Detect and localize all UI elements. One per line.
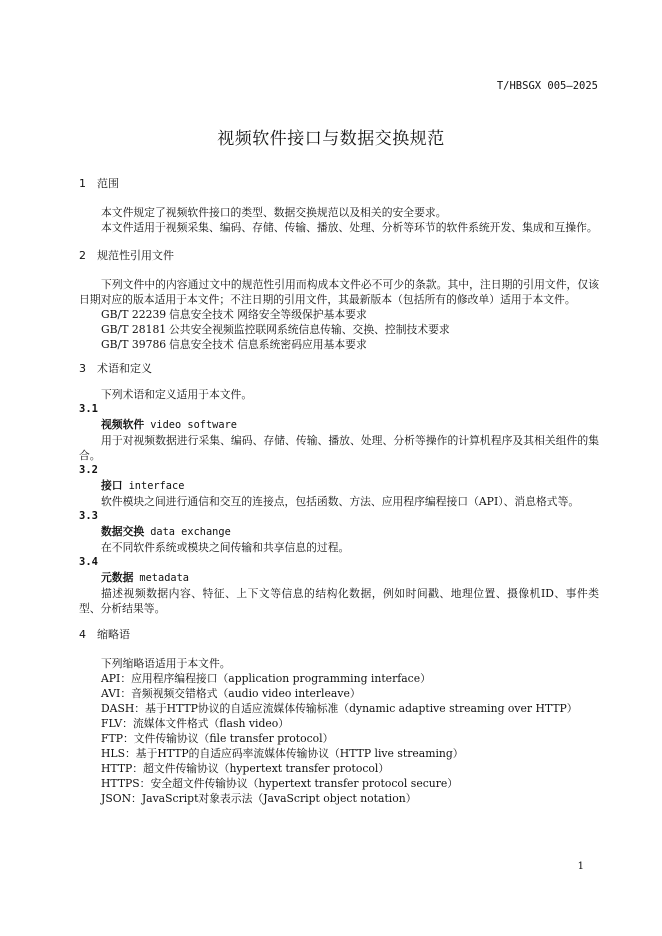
term-entry: [79, 524, 599, 540]
term-entry: [79, 570, 599, 586]
document-title: 视频软件接口与数据交换规范: [217, 129, 445, 149]
term-number: 3.2: [79, 464, 98, 476]
term-zh: 数据交换: [101, 525, 145, 538]
section-title: 范围: [97, 177, 119, 190]
abbreviation-item: JSON：JavaScript对象表示法（JavaScript object notation）: [101, 792, 417, 805]
reference-name: 公共安全视频监控联网系统信息传输、交换、控制技术要求: [169, 323, 450, 336]
document-body: [79, 176, 599, 806]
abbreviation-item: FTP：文件传输协议（file transfer protocol）: [101, 732, 334, 745]
page-number: 1: [577, 861, 584, 872]
term-en: metadata: [139, 572, 189, 584]
paragraph: 本文件规定了视频软件接口的类型、数据交换规范以及相关的安全要求。: [101, 206, 447, 219]
section-number: 1: [79, 177, 86, 190]
reference-code: GB/T 39786: [101, 338, 167, 351]
paragraph: 下列术语和定义适用于本文件。: [101, 388, 253, 401]
abbreviation-item: AVI：音频视频交错格式（audio video interleave）: [101, 687, 361, 700]
section-number: 3: [79, 362, 86, 375]
term-zh: 元数据: [101, 571, 134, 584]
abbreviation-item: HTTP：超文件传输协议（hypertext transfer protocol）: [101, 762, 390, 775]
term-definition: 用于对视频数据进行采集、编码、存储、传输、播放、处理、分析等操作的计算机程序及其相关组件的集合。: [79, 434, 599, 462]
section-3-heading: [79, 361, 599, 376]
term-definition: 描述视频数据内容、特征、上下文等信息的结构化数据，例如时间戳、地理位置、摄像机ID、事件类型、分析结果等。: [79, 587, 599, 615]
reference-name: 信息安全技术 网络安全等级保护基本要求: [169, 308, 367, 321]
term-definition: 软件模块之间进行通信和交互的连接点，包括函数、方法、应用程序编程接口（API）、消息格式等。: [101, 495, 580, 508]
section-title: 缩略语: [97, 628, 130, 641]
reference-item: [79, 337, 599, 352]
term-number: 3.3: [79, 510, 98, 522]
abbreviation-item: FLV：流媒体文件格式（flash video）: [101, 717, 290, 730]
section-number: 2: [79, 249, 86, 262]
term-number: 3.1: [79, 403, 98, 415]
reference-item: [79, 307, 599, 322]
term-en: data exchange: [150, 526, 231, 538]
term-en: video software: [150, 419, 237, 431]
section-title: 术语和定义: [97, 362, 152, 375]
abbreviation-item: HLS：基于HTTP的自适应码率流媒体传输协议（HTTP live streaming）: [101, 747, 464, 760]
section-4-heading: [79, 627, 599, 642]
paragraph: 本文件适用于视频采集、编码、存储、传输、播放、处理、分析等环节的软件系统开发、集成和互操作。: [101, 221, 598, 234]
reference-name: 信息安全技术 信息系统密码应用基本要求: [169, 338, 367, 351]
term-en: interface: [128, 480, 185, 492]
abbreviation-item: HTTPS：安全超文件传输协议（hypertext transfer protocol secure）: [101, 777, 459, 790]
section-number: 4: [79, 628, 86, 641]
term-definition: 在不同软件系统或模块之间传输和共享信息的过程。: [101, 541, 350, 554]
reference-code: GB/T 28181: [101, 323, 167, 336]
document-code: T/HBSGX 005—2025: [496, 80, 598, 92]
section-title: 规范性引用文件: [97, 249, 174, 262]
section-1-heading: [79, 176, 599, 191]
term-zh: 视频软件: [101, 418, 145, 431]
abbreviation-item: API：应用程序编程接口（application programming interface）: [101, 672, 431, 685]
paragraph: 下列缩略语适用于本文件。: [101, 657, 231, 670]
section-2-heading: [79, 248, 599, 263]
abbreviation-item: DASH：基于HTTP协议的自适应流媒体传输标准（dynamic adaptive streaming over HTTP）: [101, 702, 578, 715]
reference-item: [79, 322, 599, 337]
reference-code: GB/T 22239: [101, 308, 167, 321]
term-zh: 接口: [101, 479, 123, 492]
term-entry: [79, 478, 599, 494]
term-number: 3.4: [79, 556, 98, 568]
term-entry: [79, 417, 599, 433]
paragraph: 下列文件中的内容通过文中的规范性引用而构成本文件必不可少的条款。其中，注日期的引用文件，仅该日期对应的版本适用于本文件；不注日期的引用文件，其最新版本（包括所有的修改单）适用于本文件。: [79, 278, 599, 306]
